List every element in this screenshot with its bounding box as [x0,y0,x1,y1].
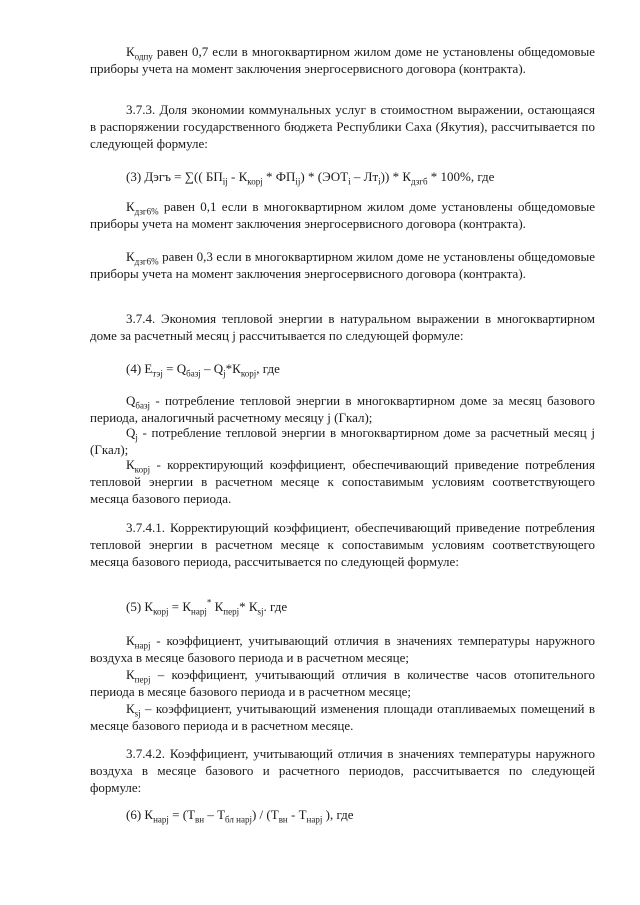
paragraph-knar: $К_{нарj}$ - коэффициент, учитывающий отличия в значениях температуры наружного воздуха в месяце базового периода и в расчетном месяце; [90,633,595,665]
paragraph-kdzg-03: $К_{дзг6\%}$ равен 0,3 если в многоквартирном жилом доме не установлены общедомовые приборы учета на момент заключения энергосервисного договора (контракта). [90,249,595,281]
paragraph-3-7-4: 3.7.4. Экономия тепловой энергии в натуральном выражении в многоквартирном доме за расчетный месяц j рассчитывается по следующей формуле: [90,311,595,343]
formula-5: (5) $К_{корj} = К_{нарj}^*$ $К_{перj}*$ $К_{sj}$. где [126,597,288,617]
formula-3: (3) Дэгъ = ∑(( $БП_{ij} - К_{корj} * ФП_{ij}) * (ЭОТ_i - Лт_i)) * К_{дзгб} * 100\%$, где [126,169,495,187]
formula-6: (6) $К_{нарj} = (Т_{вн} - Т_{бл нарj}) / (Т_{вн} - Т_{нарj}$ ), где [126,807,354,825]
paragraph-3-7-3: 3.7.3. Доля экономии коммунальных услуг в стоимостном выражении, остающаяся в распоряжении государственного бюджета Республики Саха (Якутия), рассчитывается по следующей формуле: [90,102,595,151]
paragraph-3-7-4-1: 3.7.4.1. Корректирующий коэффициент, обеспечивающий приведение потребления тепловой энергии в расчетном месяце к сопоставимым условиям соответствующего месяца базового периода, рассчитывается по следующей формуле: [90,520,595,569]
paragraph-kdzg-01: $К_{дзг6\%}$ равен 0,1 если в многоквартирном жилом доме установлены общедомовые приборы учета на момент заключения энергосервисного договора (контракта). [90,199,595,231]
paragraph-kodpu: $К_{одпу}$ равен 0,7 если в многоквартирном жилом доме не установлены общедомовые приборы учета на момент заключения энергосервисного договора (контракта). [90,44,595,76]
paragraph-qj: $Q_j$ - потребление тепловой энергии в многоквартирном доме за расчетный месяц j (Гкал); [90,425,595,457]
paragraph-qbaz: $Q_{базj}$ - потребление тепловой энергии в многоквартирном доме за месяц базового периода, аналогичный расчетному месяцу j (Гкал); [90,393,595,425]
paragraph-3-7-4-2: 3.7.4.2. Коэффициент, учитывающий отличия в значениях температуры наружного воздуха в месяце базового и расчетного периодов, рассчитывается по следующей формуле: [90,746,595,795]
formula-4: (4) $Е_{тэj} = Q_{базj} - Q_j*К_{корj}$, где [126,361,280,379]
paragraph-kper: $К_{перj}$ – коэффициент, учитывающий отличия в количестве часов отопительного периода в месяце базового периода и в расчетном месяце; [90,667,595,699]
paragraph-kkor: $К_{корj}$ - корректирующий коэффициент, обеспечивающий приведение потребления тепловой энергии в расчетном месяце к сопоставимым условиям соответствующего месяца базового периода. [90,457,595,506]
paragraph-ks: $К_{sj}$ – коэффициент, учитывающий изменения площади отапливаемых помещений в месяце базового периода и в расчетном месяце. [90,701,595,733]
